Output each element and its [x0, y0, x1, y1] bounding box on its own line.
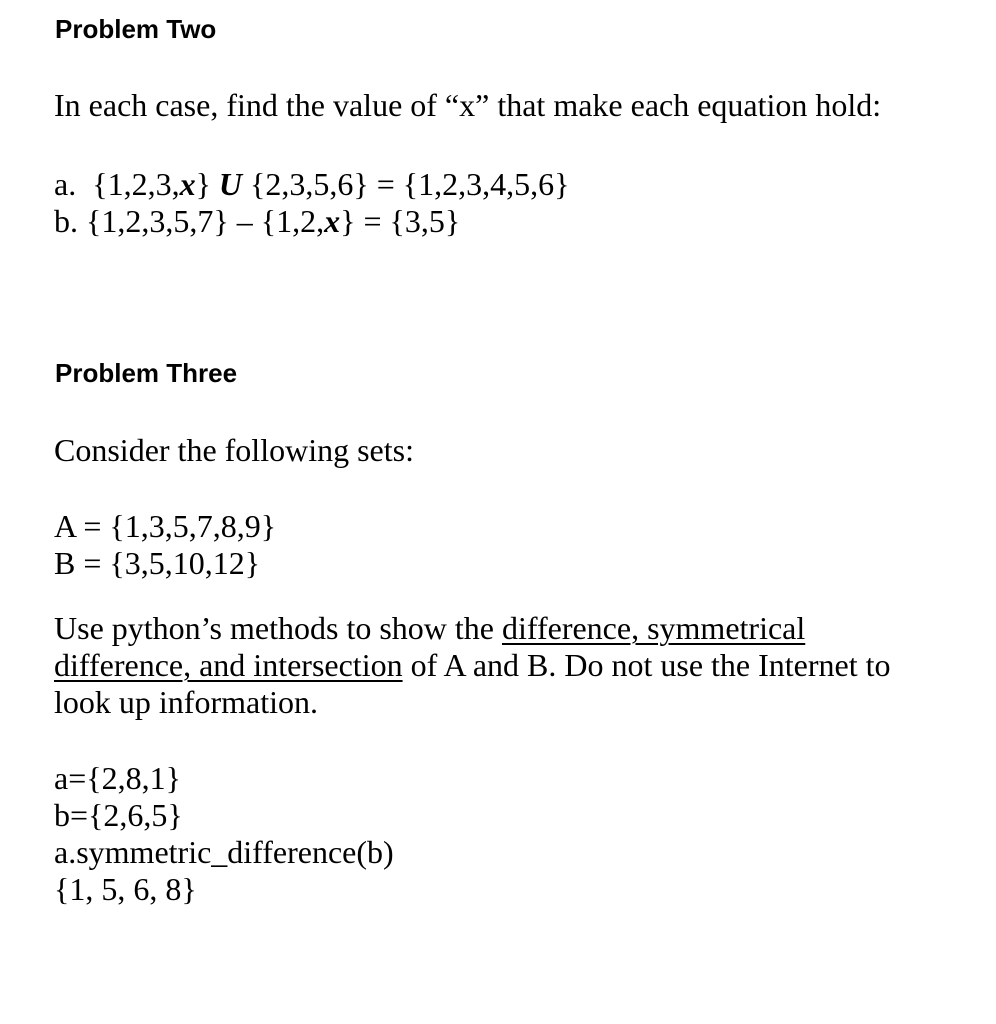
code-line-1: a={2,8,1}	[54, 760, 181, 796]
equation-b	[54, 203, 570, 240]
problem-two-intro: In each case, find the value of “x” that make each equation hold:	[54, 87, 882, 123]
equation-a-operator: U	[218, 166, 243, 202]
set-a: A = {1,3,5,7,8,9}	[54, 508, 277, 544]
code-output: {1, 5, 6, 8}	[54, 871, 197, 907]
problem-two-equations	[54, 166, 570, 240]
instruction-underlined-2: difference, and intersection	[54, 647, 403, 683]
problem-three-intro: Consider the following sets:	[54, 432, 414, 468]
equation-b-label: b.	[54, 203, 78, 239]
equation-a-set-close: }	[195, 166, 211, 202]
equation-a-variable: x	[179, 166, 196, 202]
instruction-line-1	[54, 610, 891, 647]
instruction-line-3: look up information.	[54, 684, 318, 720]
instruction-line-1-text: Use python’s methods to show the	[54, 610, 502, 646]
equation-b-variable: x	[324, 203, 341, 239]
problem-three-instruction	[54, 610, 891, 721]
set-definitions	[54, 508, 276, 582]
equation-a	[54, 166, 570, 203]
equation-a-set-open: {1,2,3,	[92, 166, 180, 202]
set-b: B = {3,5,10,12}	[54, 545, 261, 581]
instruction-line-2	[54, 647, 891, 684]
equation-b-part1: {1,2,3,5,7} – {1,2,	[86, 203, 325, 239]
equation-b-rest: } = {3,5}	[340, 203, 461, 239]
instruction-underlined-1: difference, symmetrical	[501, 610, 806, 646]
instruction-line-2-text: of A and B. Do not use the Internet to	[402, 647, 891, 683]
problem-three-heading: Problem Three	[55, 358, 238, 388]
code-answer	[54, 760, 394, 908]
equation-a-rest: {2,3,5,6} = {1,2,3,4,5,6}	[250, 166, 570, 202]
code-line-2: b={2,6,5}	[54, 797, 183, 833]
code-line-3: a.symmetric_difference(b)	[54, 834, 394, 870]
equation-a-label: a.	[54, 166, 77, 202]
problem-two-heading: Problem Two	[55, 14, 217, 44]
